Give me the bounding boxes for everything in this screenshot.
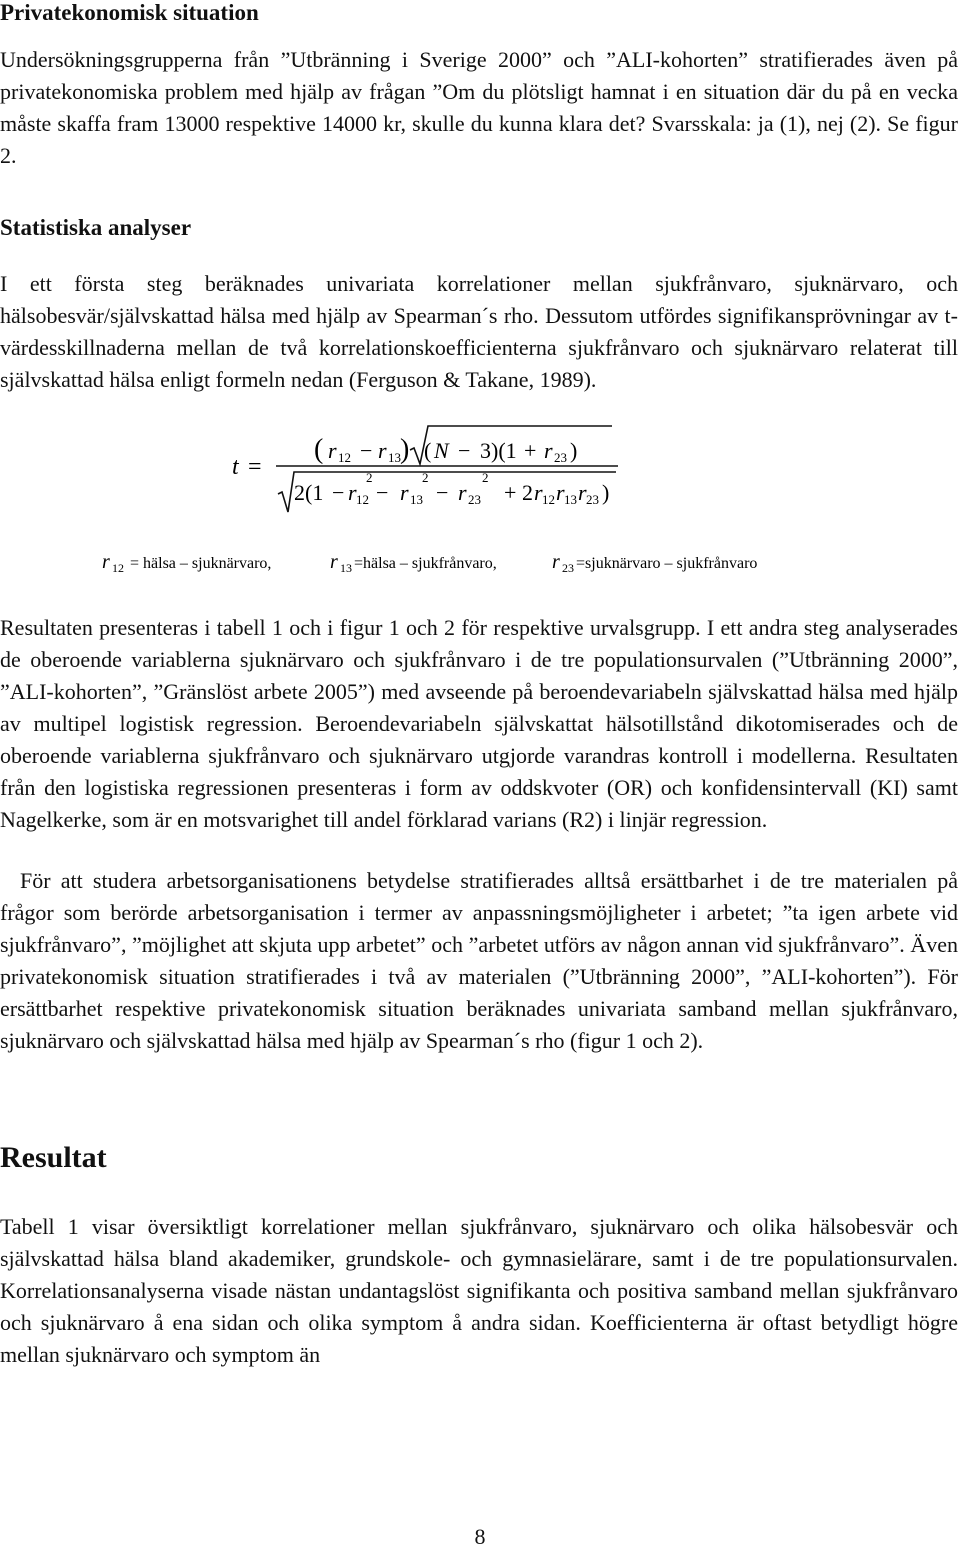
legend-r12-sub: 12: [112, 561, 124, 575]
paragraph-results: Tabell 1 visar översiktligt korrelationer mellan sjukfrånvaro, sjuknärvaro och olika hälsobesvär och självskattad hälsa bland akademiker, grundskole- och gymnasielärare, samt i de tre populationsurvalen. Korrelationsanalyserna visade nästan undantagslöst signifikanta och positiva samband mellan sjukfrånvaro och sjuknärvaro å ena sidan och olika symptom å andra sidan. Koefficienterna är oftast betydligt högre mellan sjuknärvaro och symptom än: [0, 1214, 958, 1367]
svg-text:13: 13: [410, 492, 423, 507]
svg-text:2(1: 2(1: [294, 480, 324, 505]
paragraph-statistics: I ett första steg beräknades univariata korrelationer mellan sjukfrånvaro, sjuknärvaro, och hälsobesvär/självskattad hälsa med hjälp av Spearman´s rho. Dessutom utfördes signifikansprövningar av t-värdesskillnaderna mellan de två korrelationskoefficienterna sjukfrånvaro och sjuknärvaro relaterat till självskattad hälsa enligt formeln nedan (Ferguson & Takane, 1989).: [0, 271, 958, 392]
svg-text:23: 23: [586, 492, 599, 507]
svg-text:r: r: [348, 480, 357, 505]
svg-text:13: 13: [564, 492, 577, 507]
svg-text:13: 13: [388, 450, 401, 465]
legend-r23-symbol: r: [552, 551, 560, 573]
svg-text:r: r: [400, 480, 409, 505]
svg-text:−: −: [332, 480, 345, 505]
section-heading-statistics: Statistiska analyser: [0, 215, 192, 240]
svg-text:r: r: [534, 480, 543, 505]
svg-text:r: r: [328, 438, 337, 463]
svg-text:−: −: [436, 480, 449, 505]
legend-graphic: [6, 548, 906, 584]
legend-r23-sub: 23: [562, 561, 574, 575]
formula-lhs-t: t: [232, 454, 239, 480]
svg-text:12: 12: [338, 450, 351, 465]
svg-text:−: −: [360, 438, 373, 463]
svg-text:12: 12: [356, 492, 369, 507]
section-heading-private-economy: Privatekonomisk situation: [0, 0, 259, 25]
legend-r12-text: = hälsa – sjuknärvaro,: [130, 555, 272, 572]
formula-paren-open: (: [314, 434, 324, 465]
legend-r13-symbol: r: [330, 551, 338, 573]
svg-text:+: +: [524, 438, 537, 463]
svg-text:2: 2: [482, 470, 489, 485]
svg-text:12: 12: [542, 492, 555, 507]
svg-text:+: +: [504, 480, 517, 505]
section-heading-results: Resultat: [0, 1141, 107, 1174]
paragraph-results-presentation: Resultaten presenteras i tabell 1 och i figur 1 och 2 för respektive urvalsgrupp. I ett andra steg analyserades de oberoende variablerna sjuknärvaro och sjukfrånvaro i de tre populationsurvalen (”Utbränning 2000”, ”ALI-kohorten”, ”Gränslöst arbete 2005”) med avseende på beroendevariabeln självskattad hälsa med hjälp av multipel logistisk regression. Beroendevariabeln självskattat hälsotillstånd dikotomiserades och de oberoende variablerna sjukfrånvaro och sjuknärvaro utgjorde varandras kontroll i modellerna. Resultaten från den logistiska regressionen presenteras i form av oddskvoter (OR) och konfidensintervall (KI) samt Nagelkerke, som är en motsvarighet till andel förklarad varians (R2) i linjär regression.: [0, 615, 958, 832]
svg-text:r: r: [458, 480, 467, 505]
t-test-formula: [228, 420, 638, 532]
svg-text:23: 23: [554, 450, 567, 465]
svg-text:N: N: [434, 438, 449, 463]
svg-text:r: r: [556, 480, 565, 505]
svg-text:−: −: [458, 438, 471, 463]
svg-text:2: 2: [366, 470, 373, 485]
legend-r23-text: =sjuknärvaro – sjukfrånvaro: [576, 555, 758, 572]
svg-text:−: −: [376, 480, 389, 505]
page-number: 8: [474, 1524, 486, 1549]
paragraph-work-organisation: För att studera arbetsorganisationens betydelse stratifierades alltså ersättbarhet i de tre materialen på frågor som berörde arbetsorganisation i termer av anpassningsmöjligheter i arbetet; ”ta igen arbete vid sjukfrånvaro”, ”möjlighet att skjuta upp arbetet” och ”arbetet utförs av någon annan vid sjukfrånvaro”. Även privatekonomisk situation stratifierades i två av materialen (”Utbränning 2000”, ”ALI-kohorten”). För ersättbarhet respektive privatekonomisk situation beräknades univariata samband mellan sjukfrånvaro, sjuknärvaro och självskattad hälsa med hjälp av Spearman´s rho (figur 1 och 2).: [0, 868, 958, 1053]
svg-text:): ): [602, 480, 610, 505]
svg-text:): ): [570, 438, 578, 463]
svg-text:): ): [400, 434, 410, 465]
svg-text:2: 2: [522, 480, 533, 505]
formula-graphic: [228, 420, 638, 532]
formula-legend: [6, 548, 906, 584]
svg-text:2: 2: [422, 470, 429, 485]
svg-text:(: (: [424, 438, 432, 463]
svg-text:r: r: [544, 438, 553, 463]
svg-text:23: 23: [468, 492, 481, 507]
legend-r13-text: =hälsa – sjukfrånvaro,: [354, 555, 497, 572]
legend-r13-sub: 13: [340, 561, 352, 575]
legend-r12-symbol: r: [102, 551, 110, 573]
svg-text:r: r: [378, 438, 387, 463]
svg-text:r: r: [578, 480, 587, 505]
paragraph-private-economy: Undersökningsgrupperna från ”Utbränning i Sverige 2000” och ”ALI-kohorten” stratifierades även på privatekonomiska problem med hjälp av frågan ”Om du plötsligt hamnat i en situation där du på en vecka måste skaffa fram 13000 respektive 14000 kr, skulle du kunna klara det? Svarsskala: ja (1), nej (2). Se figur 2.: [0, 47, 958, 168]
formula-equals: =: [248, 454, 262, 480]
svg-text:3)(1: 3)(1: [480, 438, 517, 463]
